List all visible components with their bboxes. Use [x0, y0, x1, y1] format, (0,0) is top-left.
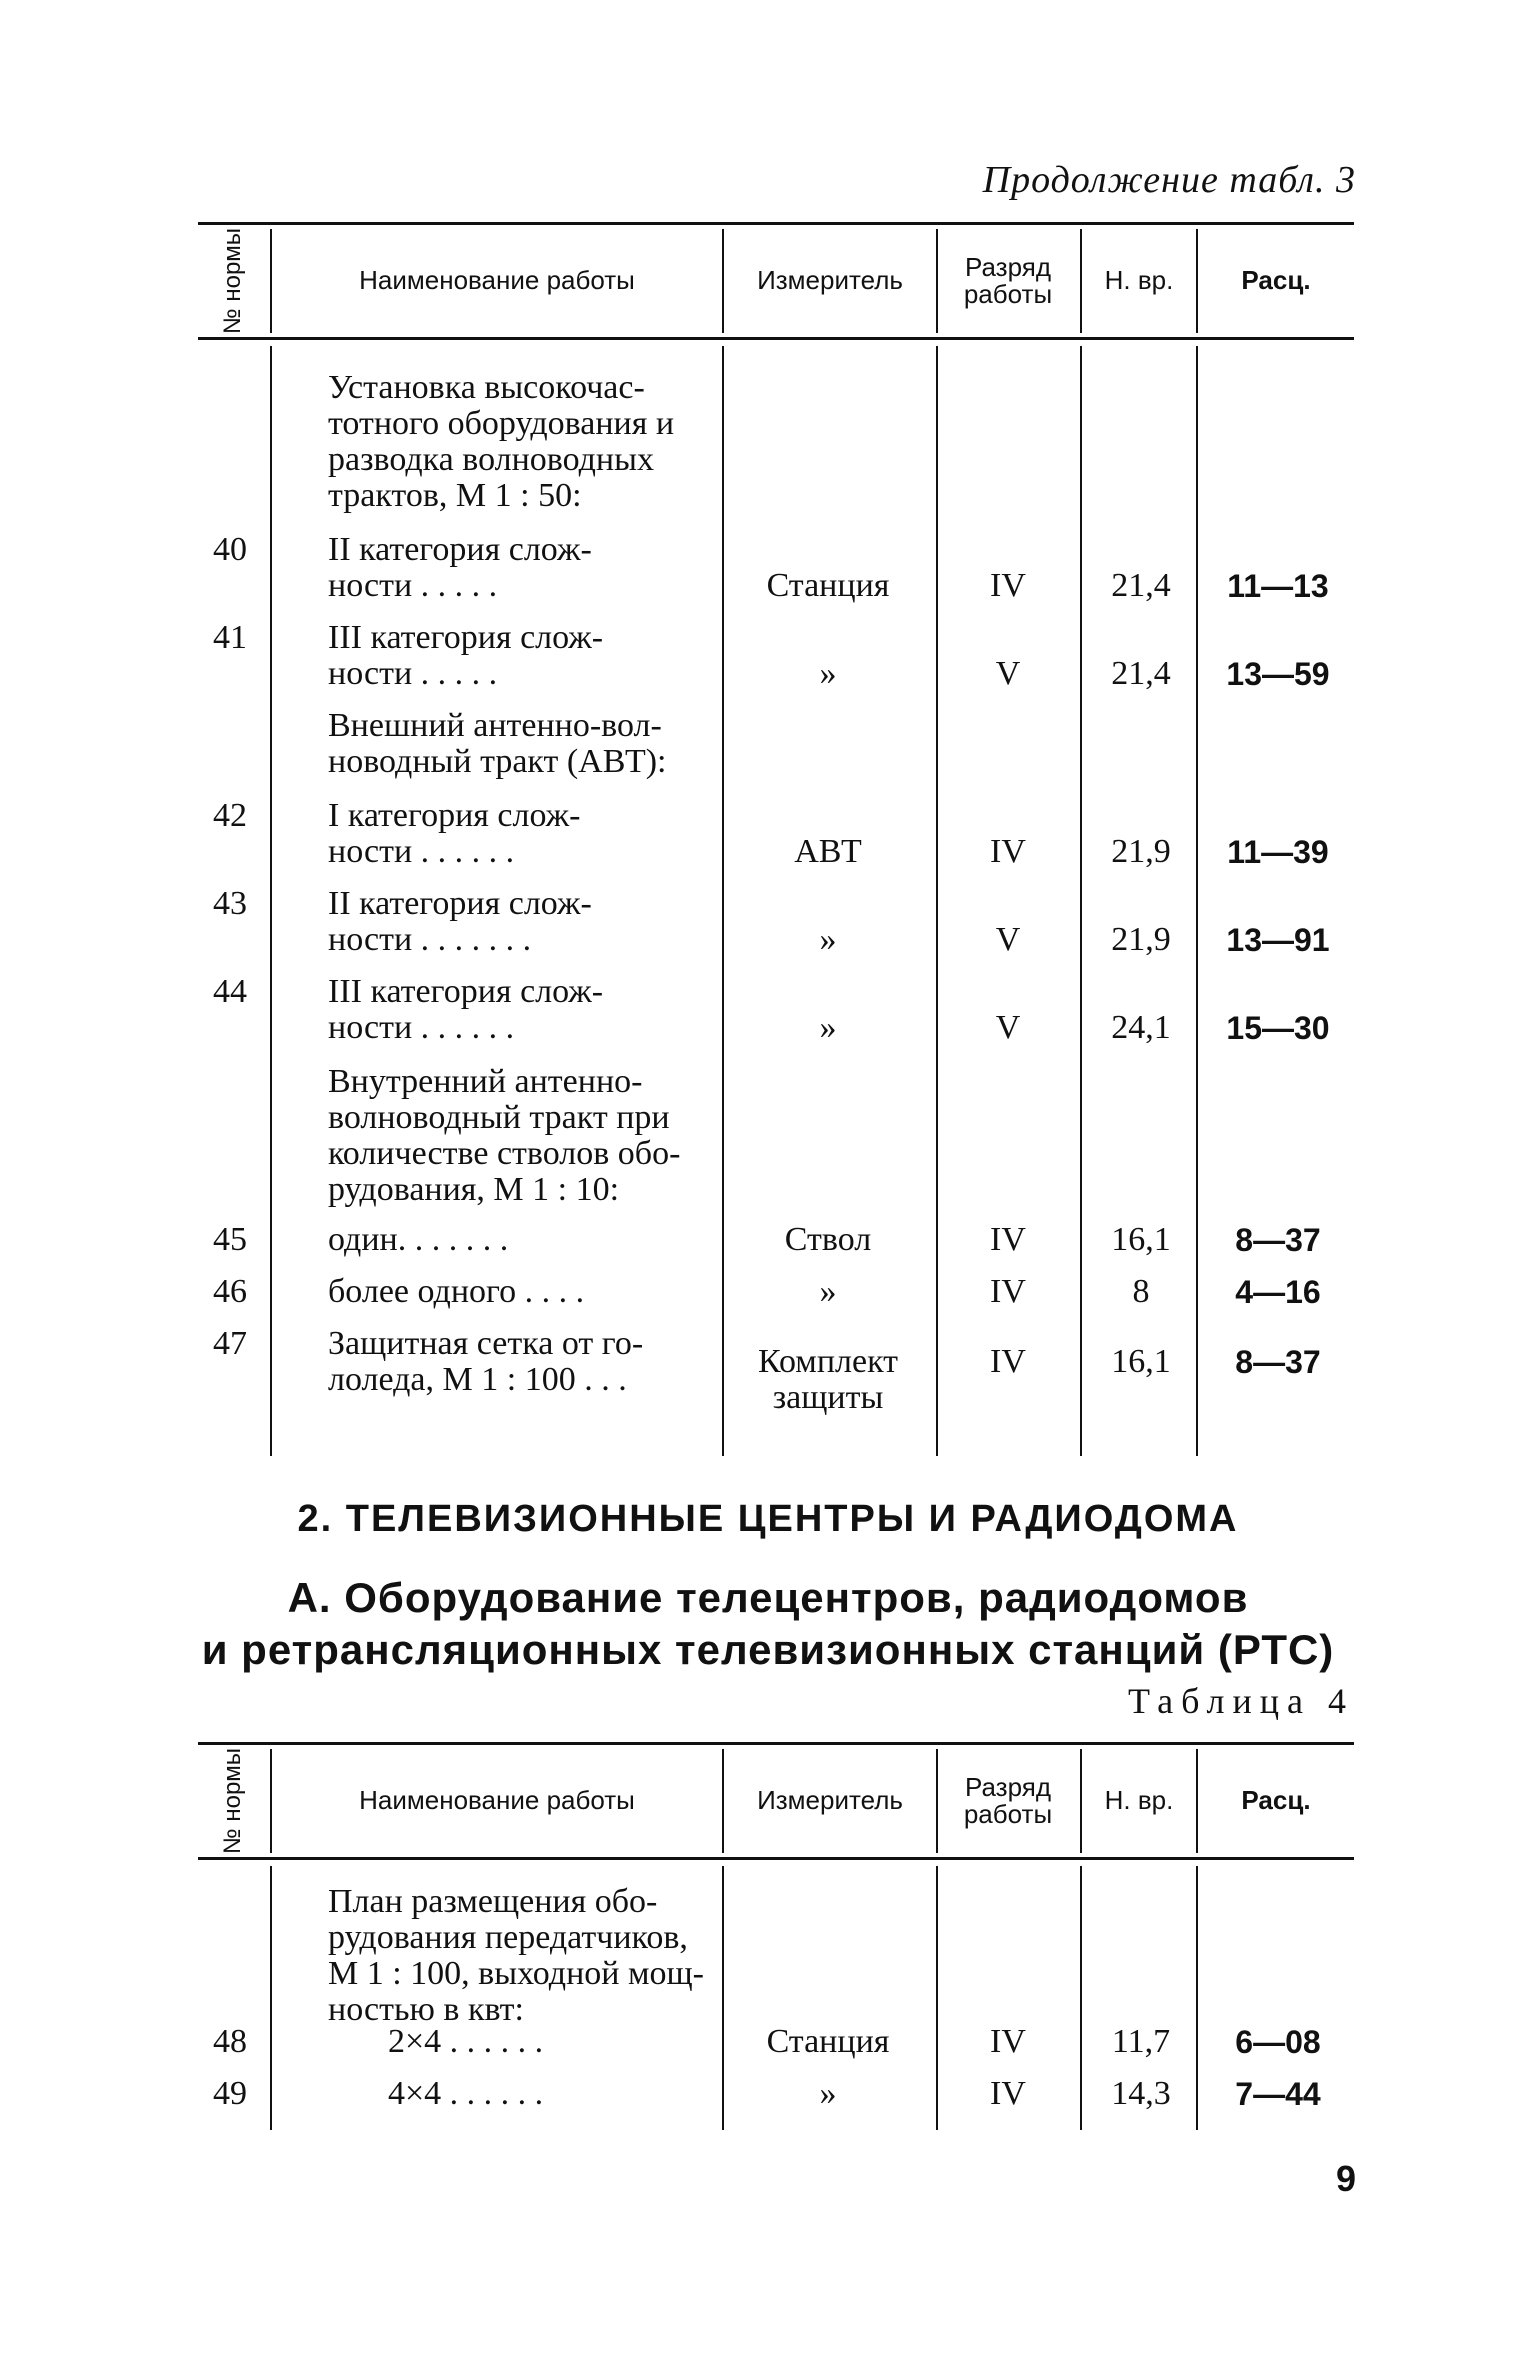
header-divider [936, 1749, 938, 1853]
group-line: тотного оборудования и [328, 405, 675, 442]
measure: АВТ [794, 833, 862, 870]
work-name: II категория слож- [328, 531, 592, 568]
rate: 13—59 [1226, 656, 1330, 692]
group-line: волноводный тракт при [328, 1099, 670, 1136]
column-divider [1080, 1866, 1082, 2130]
header-grade-line1: Разряд [965, 1771, 1051, 1802]
grade: IV [990, 1273, 1026, 1310]
work-name: более одного . . . . [328, 1273, 585, 1310]
header-divider [1196, 229, 1198, 333]
row-number: 42 [213, 797, 247, 834]
header-grade [938, 1745, 1078, 1857]
group-line: разводка волноводных [328, 441, 654, 478]
measure: » [819, 921, 837, 958]
group-line: количестве стволов обо- [328, 1135, 681, 1172]
grade: V [995, 921, 1021, 958]
column-divider [722, 346, 724, 1456]
rate: 15—30 [1226, 1010, 1330, 1046]
header-grade [938, 225, 1078, 337]
row-number: 40 [213, 531, 247, 568]
rate: 8—37 [1235, 1222, 1321, 1258]
rate: 11—13 [1227, 568, 1329, 604]
hours: 21,9 [1111, 833, 1171, 870]
page-number: 9 [1335, 2158, 1356, 2199]
work-name: ности . . . . . . [328, 833, 515, 870]
work-name: III категория слож- [328, 973, 604, 1010]
row-number: 49 [213, 2075, 247, 2112]
measure: » [819, 1009, 837, 1046]
measure: » [819, 2075, 837, 2112]
measure: Комплект [757, 1343, 899, 1380]
group-line: рудования передатчиков, [328, 1919, 688, 1956]
hours: 21,4 [1111, 567, 1171, 604]
header-num: № нормы [219, 227, 246, 335]
header-divider [722, 229, 724, 333]
grade: IV [990, 2023, 1026, 2060]
rate: 6—08 [1235, 2024, 1321, 2060]
header-measure: Измеритель [757, 265, 903, 296]
header-grade-line2: работы [963, 1799, 1053, 1829]
grade: IV [990, 2075, 1026, 2112]
header-divider [1080, 1749, 1082, 1853]
measure: Станция [766, 2023, 890, 2060]
row-number: 45 [213, 1221, 247, 1258]
group-line: М 1 : 100, выходной мощ- [328, 1955, 705, 1992]
group-line: Внешний антенно-вол- [328, 707, 662, 744]
column-divider [1080, 346, 1082, 1456]
row-number: 43 [213, 885, 247, 922]
grade: V [995, 655, 1021, 692]
hours: 24,1 [1111, 1009, 1171, 1046]
group-line: Установка высокочас- [328, 369, 645, 406]
subsection-title-line1: А. Оборудование телецентров, радиодомов [287, 1574, 1249, 1621]
hours: 8 [1132, 1273, 1150, 1310]
column-divider [270, 346, 272, 1456]
header-hours: Н. вр. [1104, 1785, 1174, 1816]
header-divider [722, 1749, 724, 1853]
rate: 13—91 [1226, 922, 1330, 958]
work-name: ности . . . . . . [328, 1009, 515, 1046]
rate: 4—16 [1235, 1274, 1321, 1310]
measure: » [819, 1273, 837, 1310]
header-name: Наименование работы [359, 1785, 635, 1816]
rate: 8—37 [1235, 1344, 1321, 1380]
work-name: один. . . . . . . [328, 1221, 509, 1258]
continuation-title: Продолжение табл. 3 [982, 159, 1356, 201]
header-measure: Измеритель [757, 1785, 903, 1816]
hours: 21,4 [1111, 655, 1171, 692]
row-number: 41 [213, 619, 247, 656]
measure: Станция [766, 567, 890, 604]
work-name: ности . . . . . [328, 567, 498, 604]
group-line: ностью в квт: [328, 1991, 524, 2028]
header-num-cell [198, 1745, 268, 1857]
work-name: II категория слож- [328, 885, 592, 922]
hours: 16,1 [1111, 1343, 1171, 1380]
measure: защиты [772, 1379, 884, 1416]
group-line: трактов, М 1 : 50: [328, 477, 582, 514]
column-divider [1196, 346, 1198, 1456]
rate: 11—39 [1227, 834, 1329, 870]
work-name: I категория слож- [328, 797, 581, 834]
header-rate: Расц. [1241, 1785, 1311, 1816]
row-number: 44 [213, 973, 247, 1010]
rate: 7—44 [1235, 2076, 1321, 2112]
measure: » [819, 655, 837, 692]
work-name: III категория слож- [328, 619, 604, 656]
work-name: ности . . . . . . . [328, 921, 532, 958]
table-label: Таблица 4 [1128, 1681, 1354, 1721]
work-name: лоледа, М 1 : 100 . . . [328, 1361, 627, 1398]
table-header [198, 1742, 1354, 1860]
hours: 16,1 [1111, 1221, 1171, 1258]
work-name: 2×4 . . . . . . [388, 2023, 544, 2060]
work-name: 4×4 . . . . . . [388, 2075, 544, 2112]
header-divider [270, 1749, 272, 1853]
grade: IV [990, 833, 1026, 870]
header-name: Наименование работы [359, 265, 635, 296]
column-divider [722, 1866, 724, 2130]
header-grade-line2: работы [963, 279, 1053, 309]
section-title: 2. ТЕЛЕВИЗИОННЫЕ ЦЕНТРЫ И РАДИОДОМА [297, 1498, 1239, 1540]
group-line: План размещения обо- [328, 1883, 658, 1920]
table-4 [198, 1742, 1354, 2132]
row-number: 46 [213, 1273, 247, 1310]
row-number: 47 [213, 1325, 247, 1362]
work-name: Защитная сетка от го- [328, 1325, 644, 1362]
grade: IV [990, 567, 1026, 604]
header-num-cell [198, 225, 268, 337]
row-number: 48 [213, 2023, 247, 2060]
header-divider [1080, 229, 1082, 333]
header-divider [270, 229, 272, 333]
header-divider [1196, 1749, 1198, 1853]
header-rate: Расц. [1241, 265, 1311, 296]
header-hours: Н. вр. [1104, 265, 1174, 296]
hours: 11,7 [1111, 2023, 1171, 2060]
hours: 21,9 [1111, 921, 1171, 958]
table-3 [198, 222, 1354, 1460]
grade: IV [990, 1343, 1026, 1380]
group-line: рудования, М 1 : 10: [328, 1171, 620, 1208]
group-line: Внутренний антенно- [328, 1063, 643, 1100]
header-num: № нормы [219, 1747, 246, 1855]
work-name: ности . . . . . [328, 655, 498, 692]
header-grade-line1: Разряд [965, 251, 1051, 282]
header-divider [936, 229, 938, 333]
grade: IV [990, 1221, 1026, 1258]
column-divider [1196, 1866, 1198, 2130]
measure: Ствол [784, 1221, 872, 1258]
table-header [198, 222, 1354, 340]
hours: 14,3 [1111, 2075, 1171, 2112]
grade: V [995, 1009, 1021, 1046]
column-divider [270, 1866, 272, 2130]
subsection-title-line2: и ретрансляционных телевизионных станций (РТС) [201, 1626, 1335, 1673]
group-line: новодный тракт (АВТ): [328, 743, 667, 780]
